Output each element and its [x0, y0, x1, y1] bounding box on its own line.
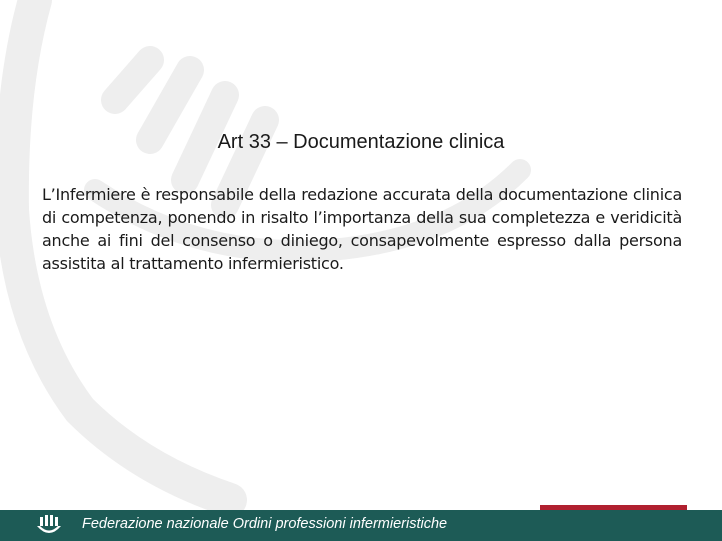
fnopi-logo-icon: [34, 513, 64, 539]
article-text: L’Infermiere è responsabile della redazione accurata della documentazione clinica di competenza, ponendo in risalto l’importanza della sua completezza e veridicità anche ai fini del consenso o diniego, consapevolmente espresso dalla persona assistita al trattamento infermieristico.: [42, 185, 682, 273]
footer-organization: Federazione nazionale Ordini professioni infermieristiche: [82, 516, 448, 532]
footer-bar: [0, 510, 722, 541]
slide-title: Art 33 – Documentazione clinica: [217, 131, 505, 153]
